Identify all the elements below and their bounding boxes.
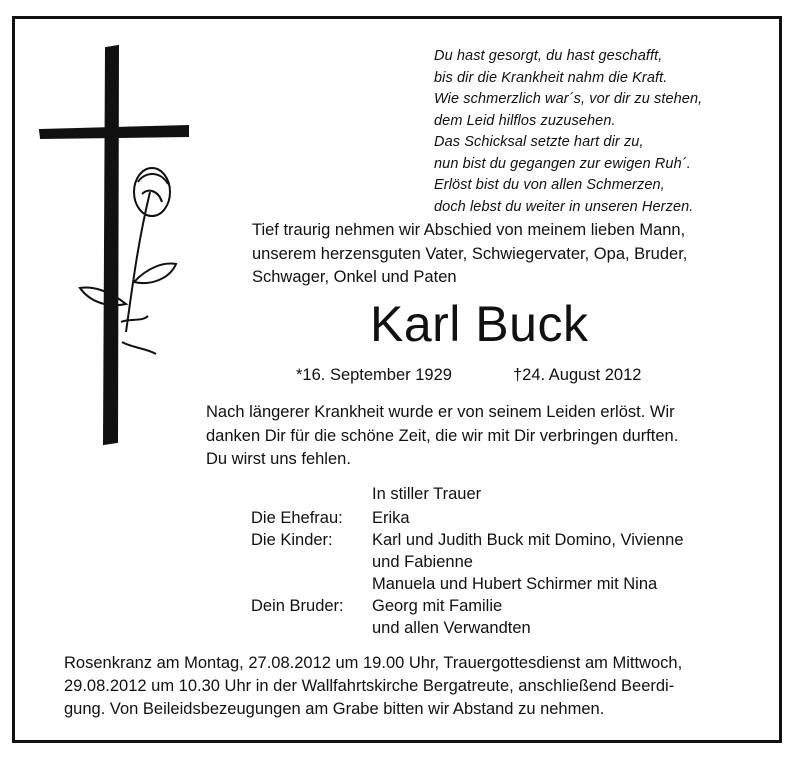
cross-with-rose-icon [38, 42, 198, 447]
poem [434, 46, 774, 218]
intro-line: Schwager, Onkel und Paten [252, 268, 457, 286]
message-line: danken Dir für die schöne Zeit, die wir mit Dir verbringen durften. [206, 426, 679, 445]
intro-line: Tief traurig nehmen wir Abschied von meinem lieben Mann, [252, 221, 686, 239]
mourner-name: Karl und Judith Buck mit Domino, Vivienne [372, 531, 684, 549]
poem-line: dem Leid hilflos zuzusehen. [434, 112, 616, 129]
poem-line: doch lebst du weiter in unseren Herzen. [434, 198, 694, 215]
mourner-name: und allen Verwandten [372, 619, 531, 637]
poem-line: Wie schmerzlich war´s, vor dir zu stehen, [434, 91, 703, 107]
service-line: Rosenkranz am Montag, 27.08.2012 um 19.00 Uhr, Trauergottesdienst am Mittwoch, [64, 654, 683, 672]
message-line: Du wirst uns fehlen. [206, 450, 351, 468]
mourner-group [251, 529, 684, 595]
poem-line: Du hast gesorgt, du hast geschafft, [434, 48, 663, 64]
intro-line: unserem herzensguten Vater, Schwiegervater, Opa, Bruder, [252, 244, 688, 263]
mourning-heading: In stiller Trauer [372, 485, 482, 503]
service-details [64, 652, 776, 721]
mourner-name: und Fabienne [372, 553, 473, 571]
mourner-group [251, 595, 684, 639]
mourner-label: Die Ehefrau: [251, 509, 343, 527]
intro-text [252, 219, 772, 290]
farewell-message [206, 401, 776, 472]
death-date: †24. August 2012 [513, 366, 642, 384]
mourner-name: Manuela und Hubert Schirmer mit Nina [372, 575, 658, 593]
mourner-label: Dein Bruder: [251, 597, 344, 615]
service-line: 29.08.2012 um 10.30 Uhr in der Wallfahrtskirche Bergatreute, anschließend Beerdi- [64, 677, 675, 695]
poem-line: bis dir die Krankheit nahm die Kraft. [434, 69, 668, 86]
birth-date: *16. September 1929 [296, 366, 452, 384]
mourner-label: Die Kinder: [251, 531, 333, 549]
mourner-group [251, 507, 684, 529]
service-line: gung. Von Beileidsbezeugungen am Grabe bitten wir Abstand zu nehmen. [64, 700, 605, 718]
poem-line: Erlöst bist du von allen Schmerzen, [434, 177, 665, 193]
poem-line: Das Schicksal setzte hart dir zu, [434, 134, 644, 150]
deceased-name: Karl Buck [370, 296, 589, 352]
mourner-name: Erika [372, 509, 410, 527]
poem-line: nun bist du gegangen zur ewigen Ruh´. [434, 155, 691, 172]
mourners-list [251, 507, 684, 639]
mourner-name: Georg mit Familie [372, 597, 503, 615]
message-line: Nach längerer Krankheit wurde er von seinem Leiden erlöst. Wir [206, 403, 675, 421]
